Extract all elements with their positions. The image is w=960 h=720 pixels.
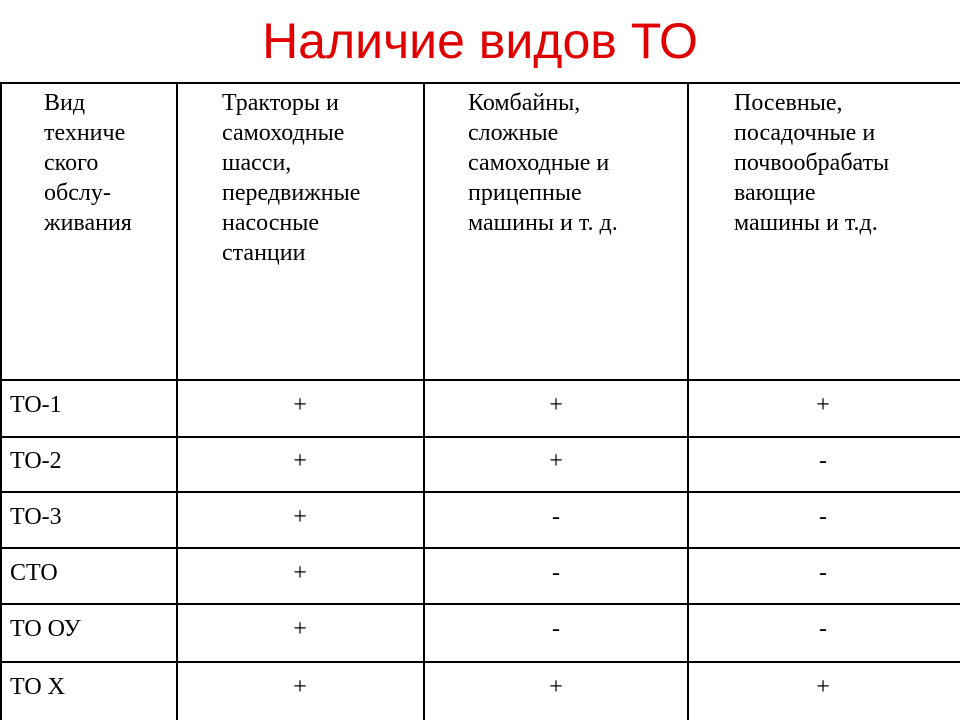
cell-combines: + xyxy=(549,448,563,474)
row-label: ТО-3 xyxy=(10,504,62,530)
header-maintenance-type: Вид техниче ского обслу- живания xyxy=(44,90,132,236)
cell-seeding: - xyxy=(819,560,827,586)
cell-tractors: + xyxy=(293,674,307,700)
cell-tractors: + xyxy=(293,448,307,474)
header-combines: Комбайны, сложные самоходные и прицепные машины и т. д. xyxy=(468,90,618,236)
row-label: ТО Х xyxy=(10,674,66,700)
cell-tractors: + xyxy=(293,392,307,418)
cell-seeding: + xyxy=(816,392,830,418)
cell-combines: - xyxy=(552,560,560,586)
cell-seeding: + xyxy=(816,674,830,700)
cell-combines: + xyxy=(549,674,563,700)
header-seeding-machines: Посевные, посадочные и почвообрабаты вающие машины и т.д. xyxy=(734,90,890,236)
row-label: ТО ОУ xyxy=(10,616,81,642)
cell-combines: - xyxy=(552,616,560,642)
cell-seeding: - xyxy=(819,504,827,530)
row-label: ТО-1 xyxy=(10,392,62,418)
cell-seeding: - xyxy=(819,448,827,474)
cell-tractors: + xyxy=(293,616,307,642)
header-tractors: Тракторы и самоходные шасси, передвижные насосные станции xyxy=(222,90,361,266)
maintenance-table xyxy=(0,82,960,720)
row-label: ТО-2 xyxy=(10,448,62,474)
cell-combines: - xyxy=(552,504,560,530)
page-title: Наличие видов ТО xyxy=(262,13,698,69)
cell-seeding: - xyxy=(819,616,827,642)
cell-tractors: + xyxy=(293,504,307,530)
cell-combines: + xyxy=(549,392,563,418)
cell-tractors: + xyxy=(293,560,307,586)
row-label: СТО xyxy=(10,560,58,586)
